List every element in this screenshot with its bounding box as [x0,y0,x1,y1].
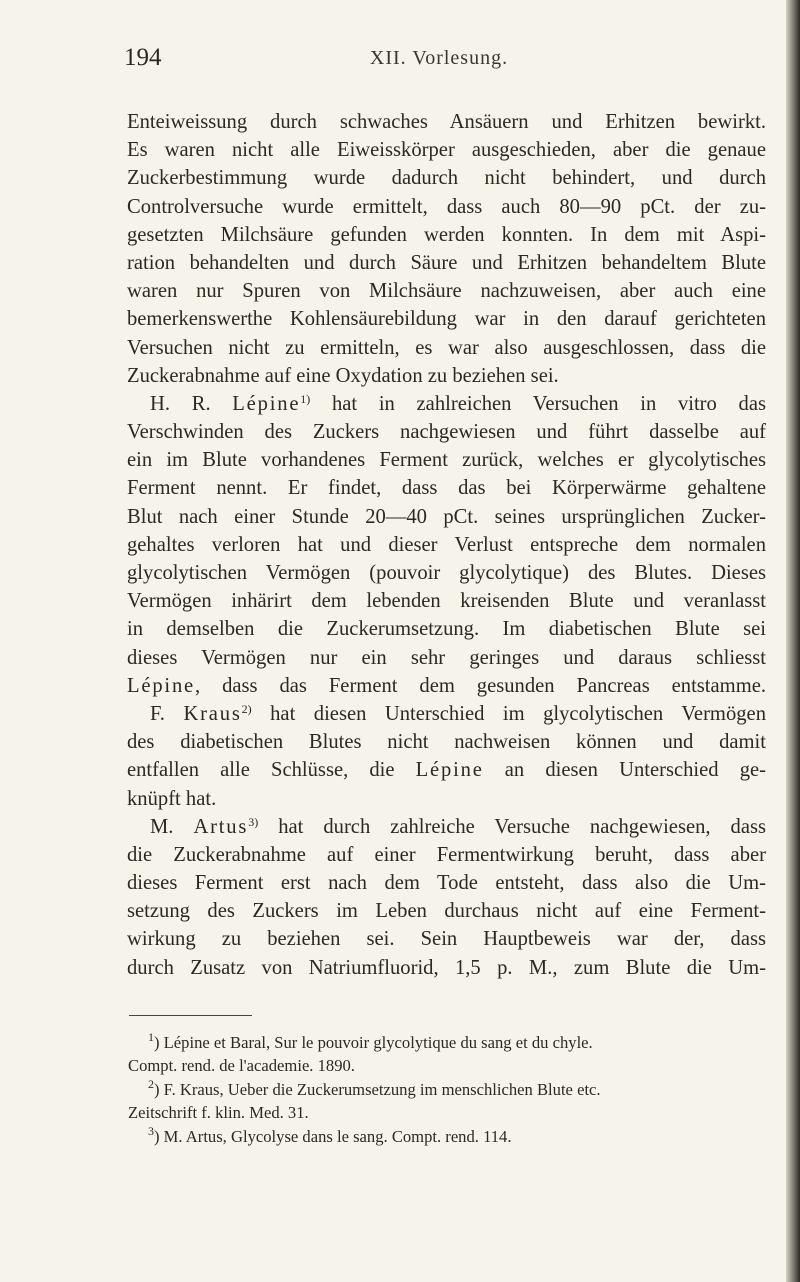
body-line-text: Zuckerabnahme auf eine Oxydation zu beziehen sei. [127,364,559,387]
page-header [124,44,754,78]
body-line-text: , dass das Ferment dem gesunden Pancreas entstamme. [194,674,766,697]
body-line-text: Controlversuche wurde ermittelt, dass auch 80—90 pCt. der zu- [127,195,766,218]
author-name: Artus [193,815,249,838]
author-initials: F. [150,702,184,725]
author-name: Lépine [232,392,301,415]
body-line [127,418,766,446]
author-name: Lépine [127,674,195,697]
body-line [127,474,766,502]
footnote-number: 1 [148,1030,154,1044]
body-line [127,672,766,700]
body-line-text: Enteiweissung durch schwaches Ansäuern und Erhitzen bewirkt. [127,111,766,133]
footnote-line [128,1101,768,1124]
body-line [127,446,766,474]
body-text [127,108,766,982]
body-line [127,587,766,615]
body-line [127,362,766,390]
body-line-text: waren nur Spuren von Milchsäure nachzuweisen, aber auch eine [127,280,766,303]
body-line [127,841,766,869]
body-line-text: entfallen alle Schlüsse, die [127,759,416,782]
body-line-text: bemerkenswerthe Kohlensäurebildung war in den darauf gerichteten [127,308,766,331]
footnote-ref: 2 [241,701,248,716]
body-line [127,756,766,784]
body-line-text: hat in zahlreichen Versuchen in vitro das [310,392,766,415]
body-line-text: des diabetischen Blutes nicht nachweisen können und damit [127,731,766,754]
body-line-text: durch Zusatz von Natriumfluorid, 1,5 p. M., zum Blute die Um- [127,956,766,979]
body-line [127,559,766,587]
body-line: H. R. Lépine$^{1)}$ hat in zahlreichen Versuchen in vitro das [150,391,766,415]
footnote-ref: 1 [300,391,307,406]
body-line-text: hat durch zahlreiche Versuche nachgewiesen, dass [258,815,766,838]
body-line-text: gesetzten Milchsäure gefunden werden konnten. In dem mit Aspi- [127,223,766,246]
body-line [127,334,766,362]
body-line-text: hat diesen Unterschied im glycolytischen Vermögen [251,702,766,725]
body-line-text: Zuckerbestimmung wurde dadurch nicht behindert, und durch [127,167,766,190]
body-line: M. Artus$^{3)}$ hat durch zahlreiche Versuche nachgewiesen, dass [150,814,766,838]
body-line [127,503,766,531]
footnote-line [128,1125,768,1148]
body-line-text: an diesen Unterschied ge- [483,759,766,782]
body-line [127,277,766,305]
author-name: Kraus [183,702,242,725]
author-initials: M. [150,815,194,838]
body-line-text: Verschwinden des Zuckers nachgewiesen und führt dasselbe auf [127,421,766,444]
footnote-text: ) F. Kraus, Ueber die Zuckerumsetzung im menschlichen Blute etc. [154,1079,601,1099]
body-line [127,164,766,192]
body-line-text: glycolytischen Vermögen (pouvoir glycolytique) des Blutes. Dieses [127,562,766,584]
body-line-text: setzung des Zuckers im Leben durchaus nicht auf eine Ferment- [127,900,766,923]
body-line-text: gehaltes verloren hat und dieser Verlust entspreche dem normalen [127,533,766,556]
body-line: F. Kraus$^{2)}$ hat diesen Unterschied im glycolytischen Vermögen [150,701,766,725]
body-line [127,925,766,953]
body-line-text: dieses Vermögen nur ein sehr geringes und daraus schliesst [127,646,766,669]
footnote-text: Zeitschrift f. klin. Med. 31. [128,1103,309,1123]
body-line [127,897,766,925]
body-line [127,615,766,643]
page-edge-shadow [786,0,800,1282]
body-line-text: Vermögen inhärirt dem lebenden kreisenden Blute und veranlasst [127,590,766,613]
body-line [127,108,766,136]
body-line-text: Es waren nicht alle Eiweisskörper ausgeschieden, aber die genaue [127,139,766,162]
footnote-number: 3 [148,1123,154,1138]
body-line [127,305,766,333]
footnote-line [128,1054,768,1077]
body-line-text: ration behandelten und durch Säure und Erhitzen behandeltem Blute [127,251,766,274]
body-line-text: Blut nach einer Stunde 20—40 pCt. seines ursprünglichen Zucker- [127,505,766,528]
body-line-text: in demselben die Zuckerumsetzung. Im diabetischen Blute sei [127,618,766,641]
author-name: Lépine [415,759,484,782]
body-line [127,193,766,221]
body-line-text: Versuchen nicht zu ermitteln, es war also ausgeschlossen, dass die [127,336,766,359]
body-line [127,869,766,897]
footnote-ref: 3 [248,814,255,829]
footnote-rule [129,1015,252,1016]
footnote-number: 2 [148,1076,154,1091]
body-line [127,728,766,756]
body-line-text: ein im Blute vorhandenes Ferment zurück, welches er glycolytisches [127,449,766,472]
footnote-line [128,1078,768,1101]
body-line [127,785,766,813]
author-initials: H. R. [150,392,233,415]
body-line [127,249,766,277]
body-line-text: knüpft hat. [127,787,217,810]
body-line [127,531,766,559]
body-line [127,221,766,249]
body-line-text: die Zuckerabnahme auf einer Fermentwirkung beruht, dass aber [127,843,766,866]
body-line-text: wirkung zu beziehen sei. Sein Hauptbeweis war der, dass [127,928,766,951]
footnote-text: ) Lépine et Baral, Sur le pouvoir glycolytique du sang et du chyle. [154,1033,593,1052]
footnote-text: Compt. rend. de l'academie. 1890. [128,1056,355,1076]
body-line-text: dieses Ferment erst nach dem Tode entsteht, dass also die Um- [127,872,766,895]
body-line [127,136,766,164]
footnote-text: ) M. Artus, Glycolyse dans le sang. Compt. rend. 114. [154,1126,512,1146]
running-head: XII. Vorlesung. [369,47,509,69]
body-line [127,644,766,672]
footnote-line [128,1031,768,1054]
body-line [127,954,766,982]
page-number: 194 [124,44,162,71]
footnotes [128,1031,768,1148]
body-line-text: Ferment nennt. Er findet, dass das bei Körperwärme gehaltene [127,477,766,500]
